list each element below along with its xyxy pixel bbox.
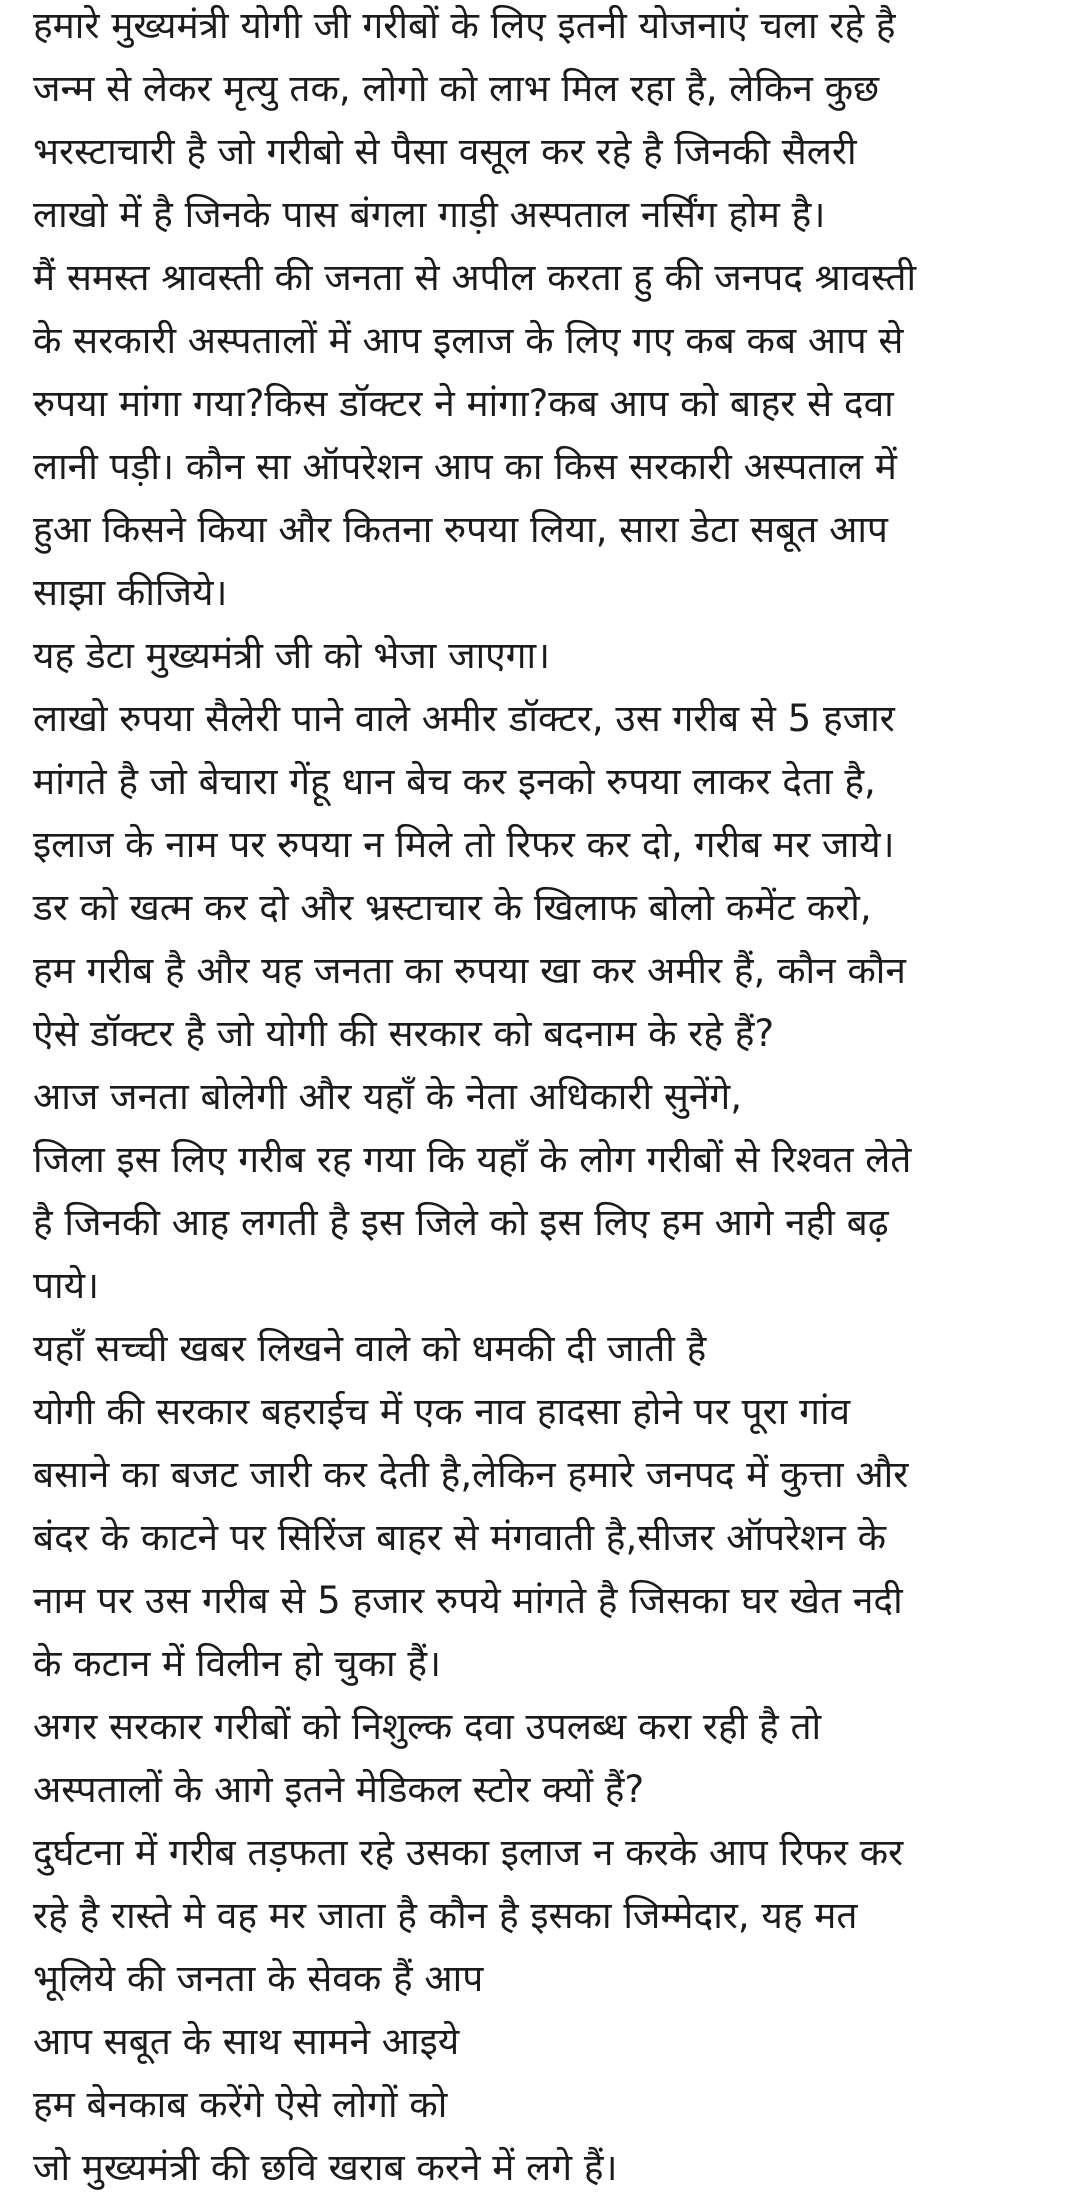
post-text-line: रुपया मांगा गया?किस डॉक्टर ने मांगा?कब आप को बाहर से दवा — [33, 382, 894, 425]
post-text-line: हम बेनकाब करेंगे ऐसे लोगों को — [33, 2083, 448, 2126]
post-text-line: भरस्टाचारी है जो गरीबो से पैसा वसूल कर रहे है जिनकी सैलरी — [33, 130, 857, 173]
post-text-line: लानी पड़ी। कौन सा ऑपरेशन आप का किस सरकारी अस्पताल में — [33, 445, 897, 488]
post-text-line: लाखो में है जिनके पास बंगला गाड़ी अस्पताल नर्सिंग होम है। — [33, 193, 826, 236]
post-text-line: डर को खत्म कर दो और भ्रस्टाचार के खिलाफ बोलो कमेंट करो, — [33, 886, 872, 929]
post-text-line: जो मुख्यमंत्री की छवि खराब करने में लगे हैं। — [33, 2146, 618, 2189]
post-text-line: योगी की सरकार बहराईच में एक नाव हादसा होने पर पूरा गांव — [33, 1390, 851, 1433]
post-text-line: मैं समस्त श्रावस्ती की जनता से अपील करता हु की जनपद श्रावस्ती — [33, 256, 917, 299]
post-text-line: लाखो रुपया सैलेरी पाने वाले अमीर डॉक्टर, उस गरीब से 5 हजार — [33, 697, 895, 740]
post-text-line: रहे है रास्ते मे वह मर जाता है कौन है इसका जिम्मेदार, यह मत — [33, 1894, 858, 1937]
post-text-line: मांगते है जो बेचारा गेंहू धान बेच कर इनको रुपया लाकर देता है, — [33, 760, 876, 803]
post-text-line: साझा कीजिये। — [33, 571, 228, 614]
post-text-line: नाम पर उस गरीब से 5 हजार रुपये मांगते है जिसका घर खेत नदी — [33, 1579, 903, 1622]
post-text-line: पाये। — [33, 1264, 100, 1307]
post-text-line: इलाज के नाम पर रुपया न मिले तो रिफर कर दो, गरीब मर जाये। — [33, 823, 895, 866]
post-text-line: दुर्घटना में गरीब तड़फता रहे उसका इलाज न करके आप रिफर कर — [33, 1831, 904, 1874]
post-text-line: आज जनता बोलेगी और यहाँ के नेता अधिकारी सुनेंगे, — [33, 1075, 742, 1118]
post-text-line: अस्पतालों के आगे इतने मेडिकल स्टोर क्यों हैं? — [33, 1768, 645, 1811]
post-text-line: के सरकारी अस्पतालों में आप इलाज के लिए गए कब कब आप से — [33, 319, 904, 362]
post-text-line: आप सबूत के साथ सामने आइये — [33, 2020, 460, 2063]
post-text-line: के कटान में विलीन हो चुका हैं। — [33, 1642, 442, 1685]
post-text-line: है जिनकी आह लगती है इस जिले को इस लिए हम आगे नही बढ़ — [33, 1201, 889, 1244]
post-text-line: बसाने का बजट जारी कर देती है,लेकिन हमारे जनपद में कुत्ता और — [33, 1453, 909, 1496]
post-text-line: अगर सरकार गरीबों को निशुल्क दवा उपलब्ध करा रही है तो — [33, 1705, 822, 1748]
post-text-line: भूलिये की जनता के सेवक हैं आप — [33, 1957, 484, 2000]
post-text-line: जिला इस लिए गरीब रह गया कि यहाँ के लोग गरीबों से रिश्वत लेते — [33, 1138, 912, 1181]
post-text-line: जन्म से लेकर मृत्यु तक, लोगो को लाभ मिल रहा है, लेकिन कुछ — [33, 67, 880, 110]
post-text-line: हम गरीब है और यह जनता का रुपया खा कर अमीर हैं, कौन कौन — [33, 949, 906, 992]
post-text-line: हमारे मुख्यमंत्री योगी जी गरीबों के लिए इतनी योजनाएं चला रहे है — [33, 4, 896, 47]
post-text-line: बंदर के काटने पर सिरिंज बाहर से मंगवाती है,सीजर ऑपरेशन के — [33, 1516, 887, 1559]
post-text-line: ऐसे डॉक्टर है जो योगी की सरकार को बदनाम के रहे हैं? — [33, 1012, 775, 1055]
post-text-line: यहाँ सच्ची खबर लिखने वाले को धमकी दी जाती है — [33, 1327, 707, 1370]
post-text-line: हुआ किसने किया और कितना रुपया लिया, सारा डेटा सबूत आप — [33, 508, 888, 551]
post-text-line: यह डेटा मुख्यमंत्री जी को भेजा जाएगा। — [33, 634, 551, 677]
